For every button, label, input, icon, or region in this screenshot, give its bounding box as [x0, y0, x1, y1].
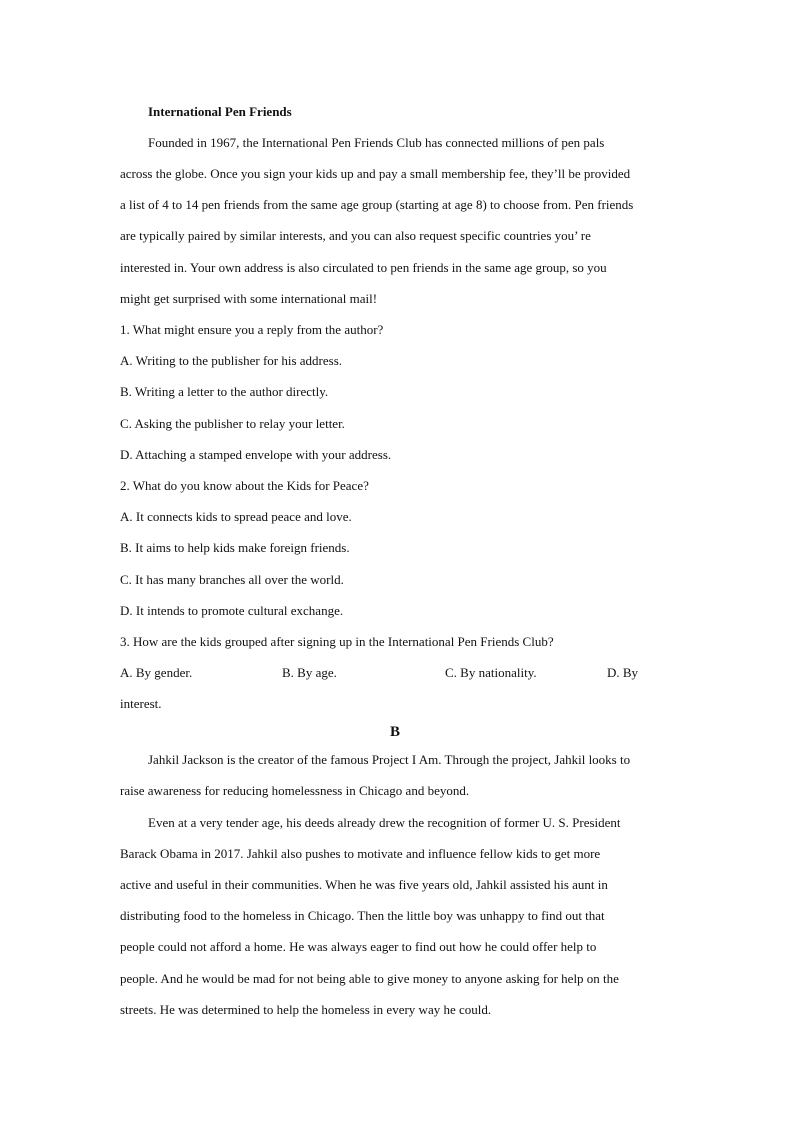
question-1-stem: 1. What might ensure you a reply from the author?	[120, 322, 384, 337]
question-2-option-d: D. It intends to promote cultural exchange.	[120, 603, 344, 618]
passage-title: International Pen Friends	[148, 104, 292, 119]
question-3-stem: 3. How are the kids grouped after signing up in the International Pen Friends Club?	[120, 634, 554, 649]
passage-b-line: Barack Obama in 2017. Jahkil also pushes to motivate and influence fellow kids to get more	[120, 846, 601, 861]
passage-b-line: streets. He was determined to help the homeless in every way he could.	[120, 1002, 492, 1017]
question-2-option-a: A. It connects kids to spread peace and love.	[120, 509, 352, 524]
passage-a-line: across the globe. Once you sign your kids up and pay a small membership fee, they’ll be provided	[120, 166, 631, 181]
passage-a-line: a list of 4 to 14 pen friends from the same age group (starting at age 8) to choose from. Pen friends	[120, 197, 634, 212]
passage-b-line: Jahkil Jackson is the creator of the famous Project I Am. Through the project, Jahkil looks to	[148, 752, 631, 767]
passage-b-line: distributing food to the homeless in Chicago. Then the little boy was unhappy to find out that	[120, 908, 605, 923]
question-3-option-a: A. By gender.	[120, 665, 193, 680]
passage-b-line: Even at a very tender age, his deeds already drew the recognition of former U. S. President	[148, 815, 621, 830]
question-3-option-b: B. By age.	[282, 665, 337, 680]
question-1-option-d: D. Attaching a stamped envelope with your address.	[120, 447, 392, 462]
passage-b-line: raise awareness for reducing homelessness in Chicago and beyond.	[120, 783, 470, 798]
passage-b-line: people. And he would be mad for not being able to give money to anyone asking for help on the	[120, 971, 619, 986]
question-1-option-c: C. Asking the publisher to relay your letter.	[120, 416, 345, 431]
question-3-option-d: D. By	[607, 665, 639, 680]
passage-a-line: Founded in 1967, the International Pen Friends Club has connected millions of pen pals	[148, 135, 605, 150]
question-1-option-a: A. Writing to the publisher for his address.	[120, 353, 343, 368]
passage-b-line: active and useful in their communities. When he was five years old, Jahkil assisted his aunt in	[120, 877, 608, 892]
question-2-option-c: C. It has many branches all over the world.	[120, 572, 344, 587]
question-1-option-b: B. Writing a letter to the author directly.	[120, 384, 329, 399]
question-2-stem: 2. What do you know about the Kids for Peace?	[120, 478, 369, 493]
passage-a-line: are typically paired by similar interests, and you can also request specific countries you’ re	[120, 228, 591, 243]
section-heading-b: B	[390, 724, 401, 740]
question-3-option-c: C. By nationality.	[445, 665, 537, 680]
question-2-option-b: B. It aims to help kids make foreign friends.	[120, 540, 350, 555]
passage-a-line: might get surprised with some international mail!	[120, 291, 378, 306]
passage-a-line: interested in. Your own address is also circulated to pen friends in the same age group, so you	[120, 260, 607, 275]
question-3-option-d-continuation: interest.	[120, 696, 162, 711]
passage-b-line: people could not afford a home. He was always eager to find out how he could offer help to	[120, 939, 597, 954]
